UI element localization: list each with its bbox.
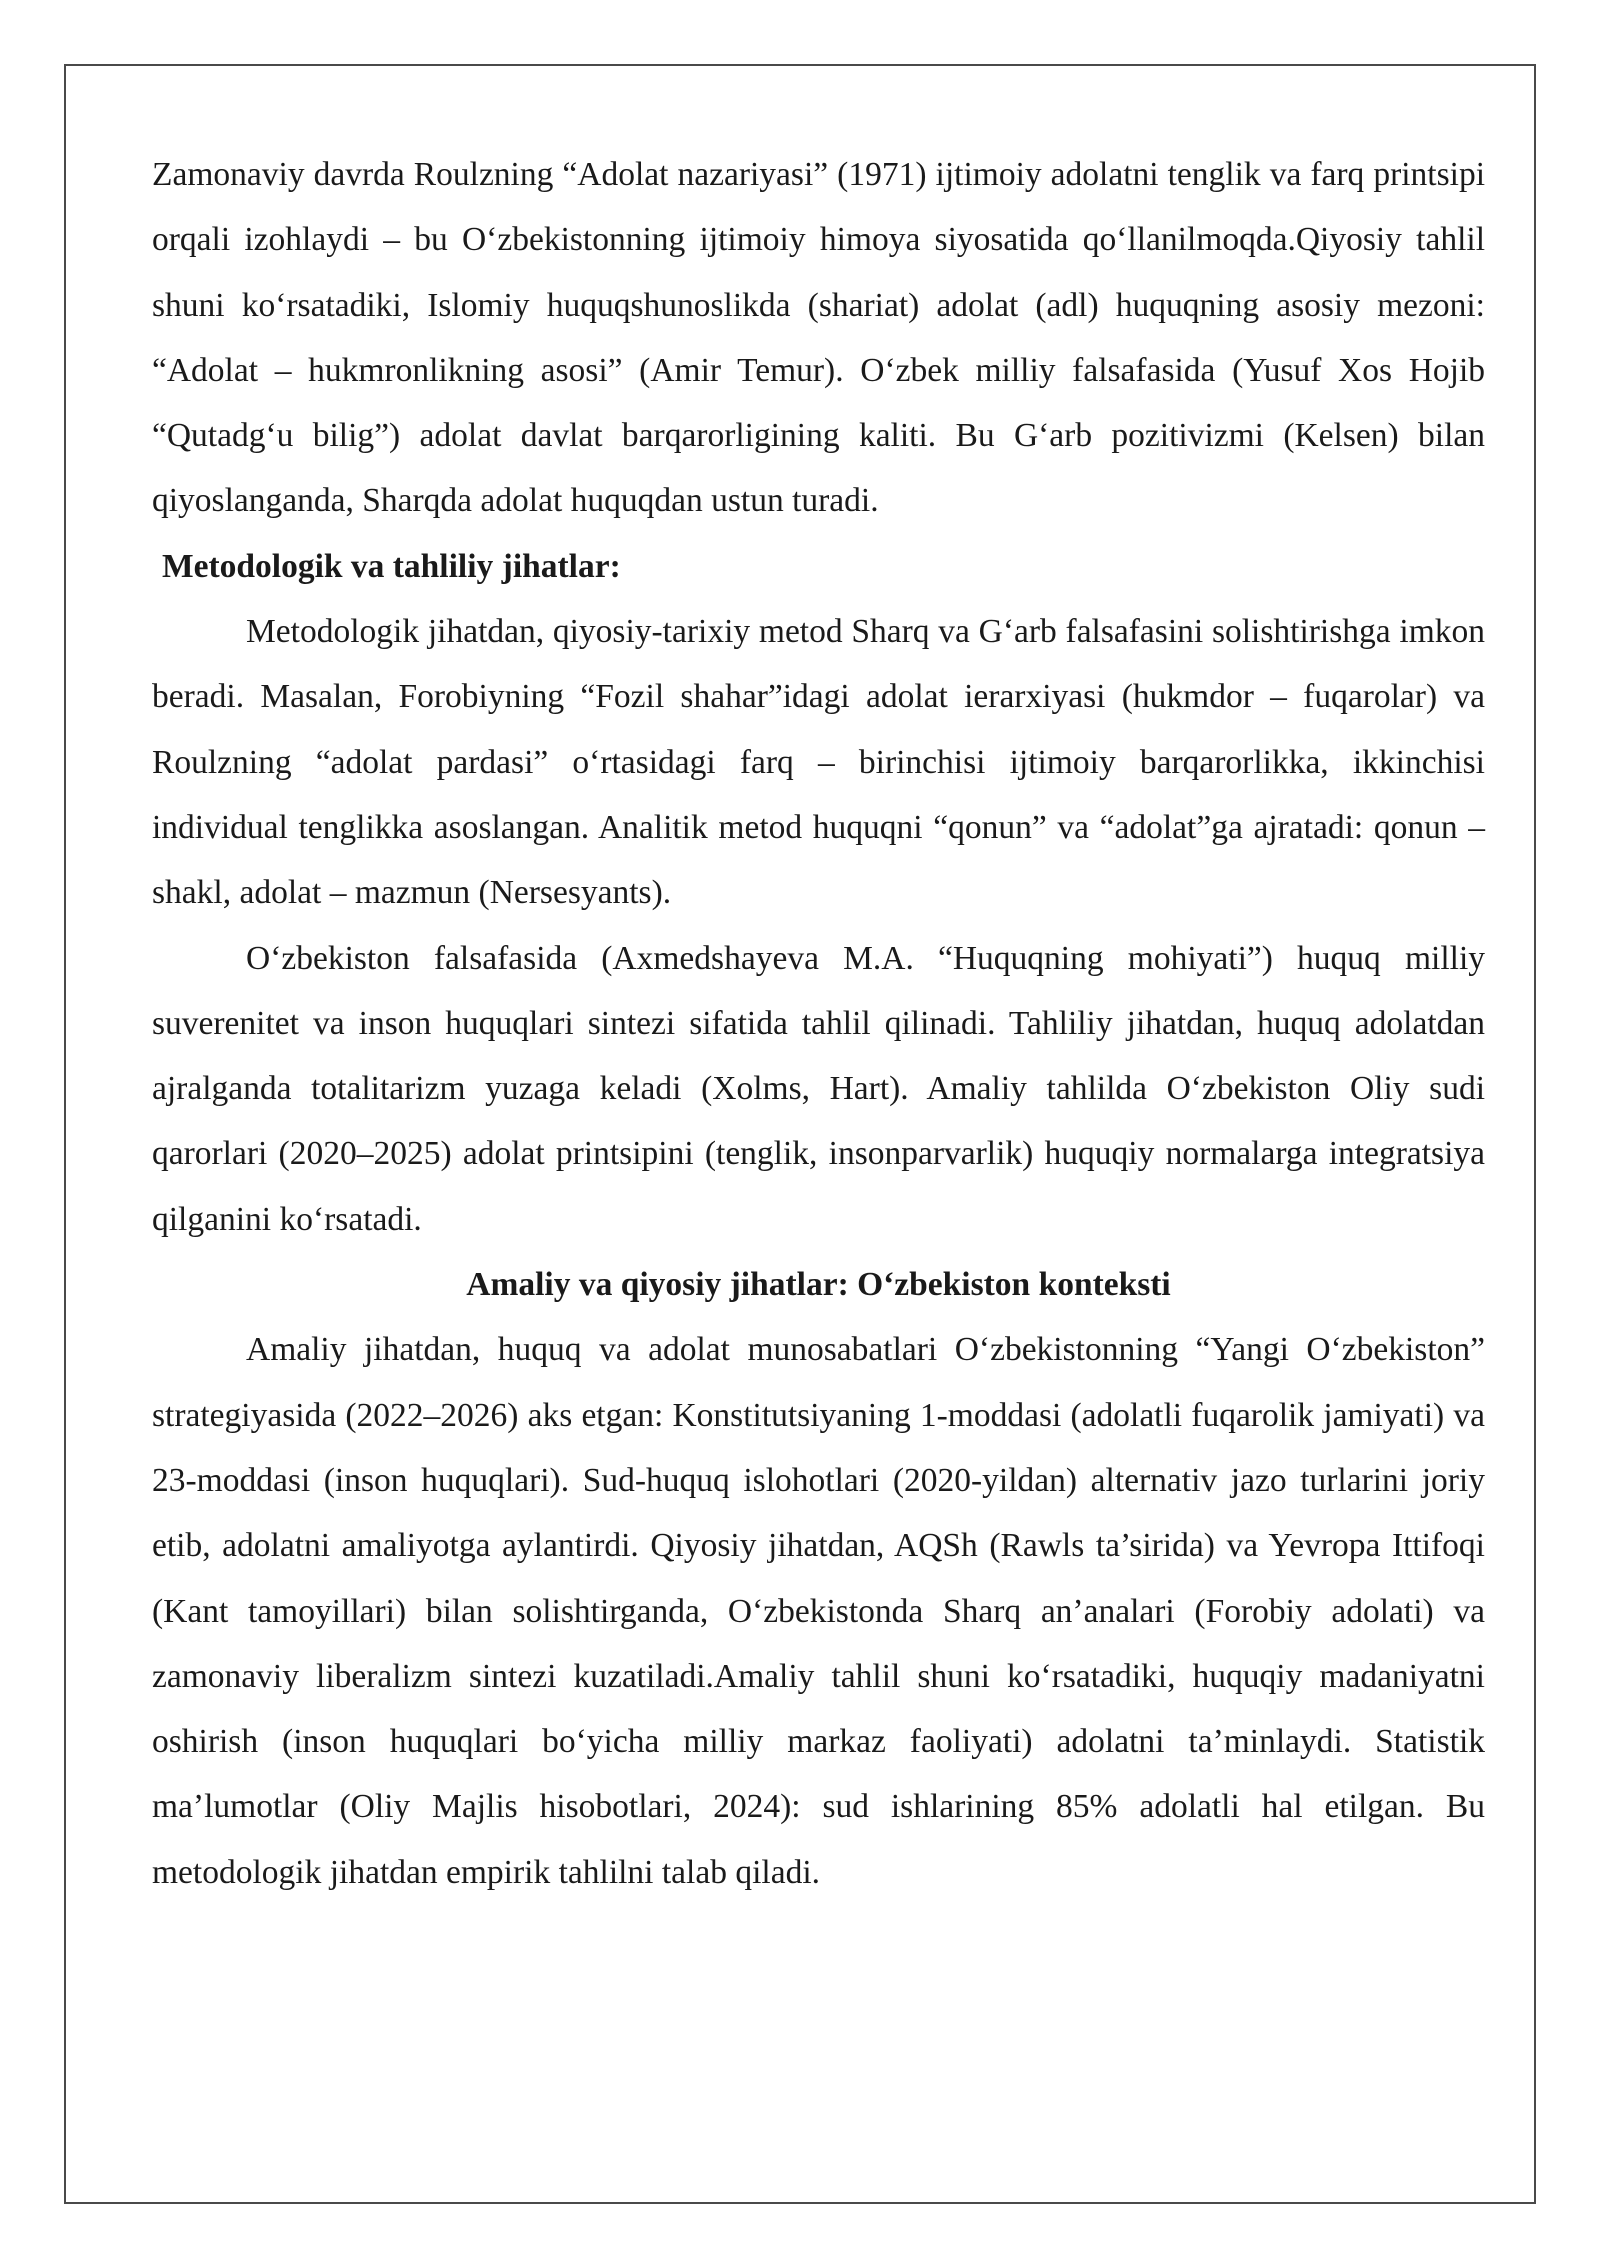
paragraph-practical: Amaliy jihatdan, huquq va adolat munosabatlari O‘zbekistonning “Yangi O‘zbekiston” strategiyasida (2022–2026) aks etgan: Konstitutsiyaning 1-moddasi (adolatli fuqarolik jamiyati) va 23-moddasi (inson huquqlari). Sud-huquq islohotlari (2020-yildan) alternativ jazo turlarini joriy etib, adolatni amaliyotga aylantirdi. Qiyosiy jihatdan, AQSh (Rawls ta’sirida) va Yevropa Ittifoqi (Kant tamoyillari) bilan solishtirganda, O‘zbekistonda Sharq an’analari (Forobiy adolati) va zamonaviy liberalizm sintezi kuzatiladi.Amaliy tahlil shuni ko‘rsatadiki, huquqiy madaniyatni oshirish (inson huquqlari bo‘yicha milliy markaz faoliyati) adolatni ta’minlaydi. Statistik ma’lumotlar (Oliy Majlis hisobotlari, 2024): sud ishlarining 85% adolatli hal etilgan. Bu metodologik jihatdan empirik tahlilni talab qiladi. xyxy=(152,1331,1485,1891)
paragraph-methodology: Metodologik jihatdan, qiyosiy-tarixiy metod Sharq va G‘arb falsafasini solishtirishga imkon beradi. Masalan, Forobiyning “Fozil shahar”idagi adolat ierarxiyasi (hukmdor – fuqarolar) va Roulzning “adolat pardasi” o‘rtasidagi farq – birinchisi ijtimoiy barqarorlikka, ikkinchisi individual tenglikka asoslangan. Analitik metod huquqni “qonun” va “adolat”ga ajratadi: qonun – shakl, adolat – mazmun (Nersesyants). xyxy=(152,613,1485,912)
heading-methodology: Metodologik va tahliliy jihatlar: xyxy=(162,547,621,585)
paragraph-analysis: O‘zbekiston falsafasida (Axmedshayeva M.A. “Huquqning mohiyati”) huquq milliy suverenitet va inson huquqlari sintezi sifatida tahlil qilinadi. Tahliliy jihatdan, huquq adolatdan ajralganda totalitarizm yuzaga keladi (Xolms, Hart). Amaliy tahlilda O‘zbekiston Oliy sudi qarorlari (2020–2025) adolat printsipini (tenglik, insonparvarlik) huquqiy normalarga integratsiya qilganini ko‘rsatadi. xyxy=(152,939,1485,1238)
paragraph-intro: Zamonaviy davrda Roulzning “Adolat nazariyasi” (1971) ijtimoiy adolatni tenglik va farq printsipi orqali izohlaydi – bu O‘zbekistonning ijtimoiy himoya siyosatida qo‘llanilmoqda.Qiyosiy tahlil shuni ko‘rsatadiki, Islomiy huquqshunoslikda (shariat) adolat (adl) huquqning asosiy mezoni: “Adolat – hukmronlikning asosi” (Amir Temur). O‘zbek milliy falsafasida (Yusuf Xos Hojib “Qutadg‘u bilig”) adolat davlat barqarorligining kaliti. Bu G‘arb pozitivizmi (Kelsen) bilan qiyoslanganda, Sharqda adolat huquqdan ustun turadi. xyxy=(152,156,1485,520)
document-body xyxy=(152,142,1485,1905)
heading-practical: Amaliy va qiyosiy jihatlar: O‘zbekiston konteksti xyxy=(466,1266,1171,1304)
